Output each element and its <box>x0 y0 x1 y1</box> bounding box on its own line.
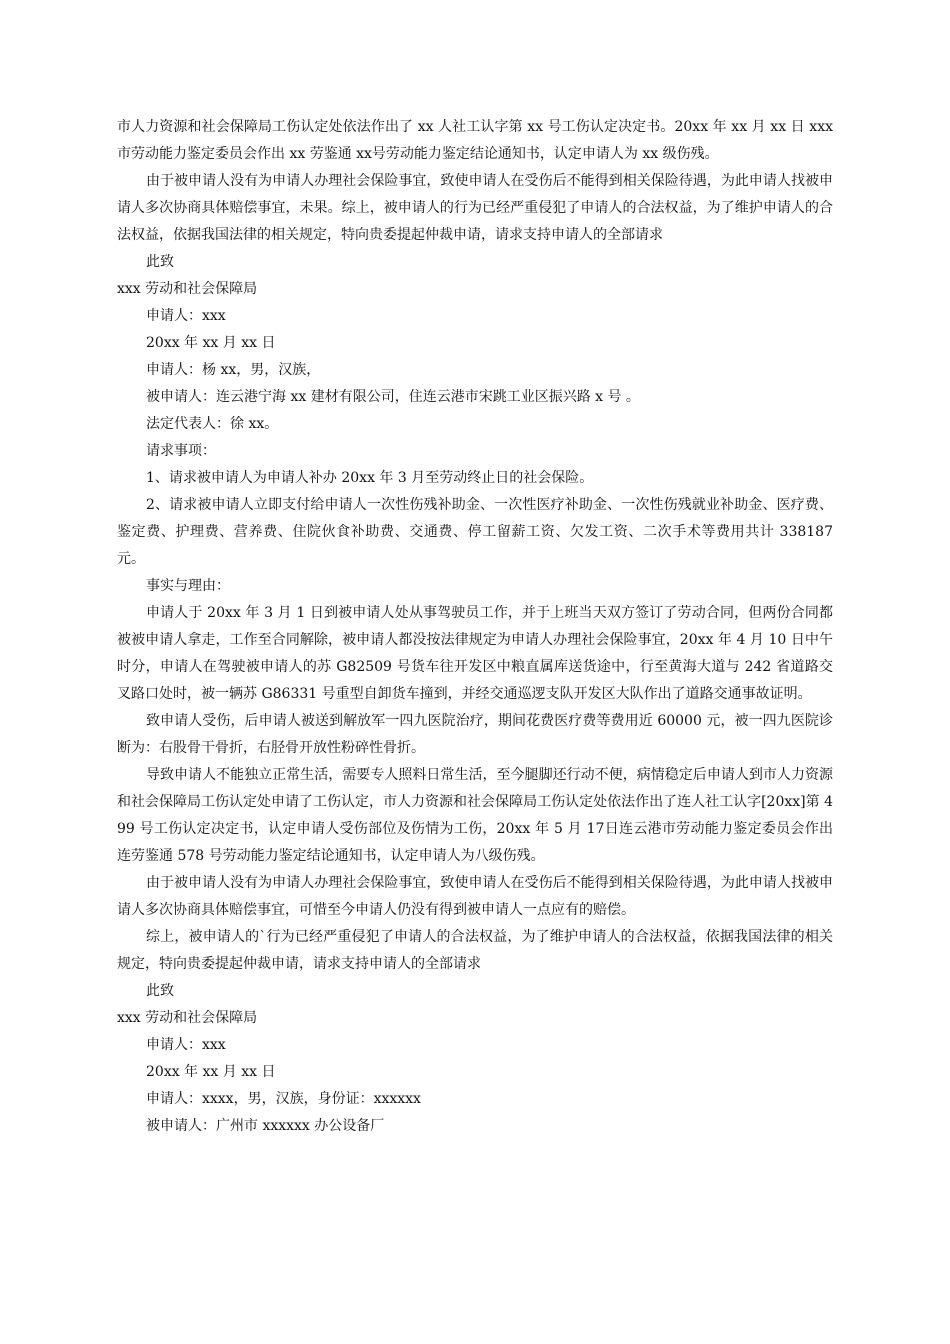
claim-item-2: 2、请求被申请人立即支付给申请人一次性伤残补助金、一次性医疗补助金、一次性伤残就业补助金、医疗费、鉴定费、护理费、营养费、住院伙食补助费、交通费、停工留薪工资、欠发工资、二次手术等费用共计 338187 元。 <box>117 497 833 567</box>
respondent-info-2: 被申请人：连云港宁海 xx 建材有限公司，住连云港市宋跳工业区振兴路 x 号 。 <box>146 389 640 405</box>
recipient-1: xxx 劳动和社会保障局 <box>117 281 258 297</box>
claims-heading-2: 请求事项： <box>146 443 216 459</box>
document-body <box>117 114 833 1140</box>
applicant-info-3: 申请人：xxxx，男，汉族，身份证：xxxxxx <box>146 1091 421 1107</box>
salutation-1: 此致 <box>146 254 174 270</box>
date-1: 20xx 年 xx 月 xx 日 <box>146 335 276 351</box>
legal-representative-2: 法定代表人：徐 xx。 <box>146 416 279 432</box>
respondent-info-3: 被申请人：广州市 xxxxxx 办公设备厂 <box>146 1118 385 1134</box>
facts-paragraph-1: 申请人于 20xx 年 3 月 1 日到被申请人处从事驾驶员工作，并于上班当天双方签订了劳动合同，但两份合同都被被申请人拿走，工作至合同解除，被申请人都没按法律规定为申请人办理社会保险事宜，20xx 年 4 月 10 日中午时分，申请人在驾驶被申请人的苏 G82509 号货车往开发区中粮直属库送货途中，行至黄海大道与 242 省道路交叉路口处时，被一辆苏 G86331 号重型自卸货车撞到，并经交通巡逻支队开发区大队作出了道路交通事故证明。 <box>117 605 833 702</box>
facts-paragraph-3: 导致申请人不能独立正常生活，需要专人照料日常生活，至今腿脚还行动不便，病情稳定后申请人到市人力资源和社会保障局工伤认定处申请了工伤认定，市人力资源和社会保障局工伤认定处依法作出了连人社工认字[20xx]第 499 号工伤认定决定书，认定申请人受伤部位及伤情为工伤，20xx 年 5 月 17日连云港市劳动能力鉴定委员会作出连劳鉴通 578 号劳动能力鉴定结论通知书，认定申请人为八级伤残。 <box>117 767 833 864</box>
applicant-signature-1: 申请人：xxx <box>146 308 226 324</box>
conclusion-paragraph-2: 综上，被申请人的`行为已经严重侵犯了申请人的合法权益，为了维护申请人的合法权益，依据我国法律的相关规定，特向贵委提起仲裁申请，请求支持申请人的全部请求 <box>117 929 833 972</box>
paragraph-reason-summary-1: 由于被申请人没有为申请人办理社会保险事宜，致使申请人在受伤后不能得到相关保险待遇，为此申请人找被申请人多次协商具体赔偿事宜，未果。综上，被申请人的行为已经严重侵犯了申请人的合法权益，为了维护申请人的合法权益，依据我国法律的相关规定，特向贵委提起仲裁申请，请求支持申请人的全部请求 <box>117 173 833 243</box>
recipient-2: xxx 劳动和社会保障局 <box>117 1010 258 1026</box>
facts-heading-2: 事实与理由： <box>146 578 230 594</box>
applicant-signature-2: 申请人：xxx <box>146 1037 226 1053</box>
facts-paragraph-2: 致申请人受伤，后申请人被送到解放军一四九医院治疗，期间花费医疗费等费用近 60000 元，被一四九医院诊断为：右股骨干骨折，右胫骨开放性粉碎性骨折。 <box>117 713 833 756</box>
applicant-info-2: 申请人：杨 xx，男，汉族， <box>146 362 321 378</box>
facts-paragraph-4: 由于被申请人没有为申请人办理社会保险事宜，致使申请人在受伤后不能得到相关保险待遇，为此申请人找被申请人多次协商具体赔偿事宜，可惜至今申请人仍没有得到被申请人一点应有的赔偿。 <box>117 875 833 918</box>
salutation-2: 此致 <box>146 983 174 999</box>
claim-item-1: 1、请求被申请人为申请人补办 20xx 年 3 月至劳动终止日的社会保险。 <box>146 470 594 486</box>
paragraph-prior-ruling: 市人力资源和社会保障局工伤认定处依法作出了 xx 人社工认字第 xx 号工伤认定决定书。20xx 年 xx 月 xx 日 xxx 市劳动能力鉴定委员会作出 xx 劳鉴通 xx号劳动能力鉴定结论通知书，认定申请人为 xx 级伤残。 <box>117 119 833 162</box>
date-2: 20xx 年 xx 月 xx 日 <box>146 1064 276 1080</box>
